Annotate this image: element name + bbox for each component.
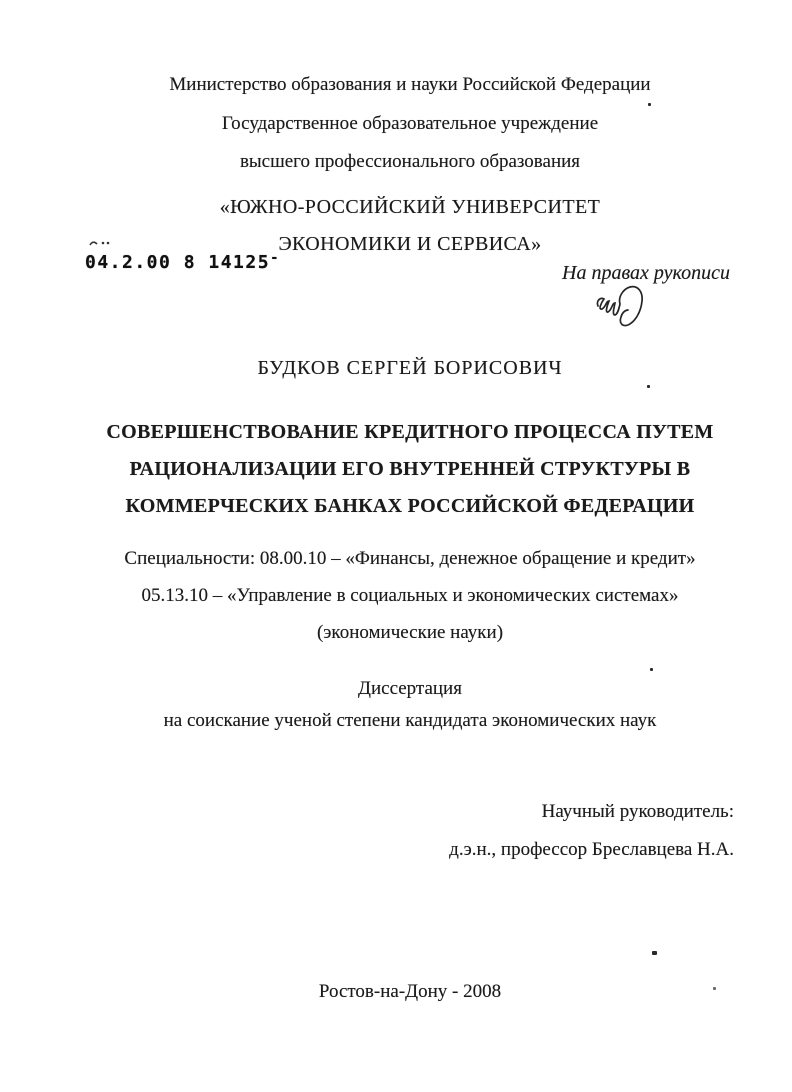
dissertation-title-line-3: КОММЕРЧЕСКИХ БАНКАХ РОССИЙСКОЙ ФЕДЕРАЦИИ [125,495,695,517]
specialty-line-3: (экономические науки) [316,622,504,643]
scan-speck [650,668,653,671]
stamp-dash-mark: - [270,250,279,266]
author-name: БУДКОВ СЕРГЕЙ БОРИСОВИЧ [257,357,563,379]
dissertation-title-line-2: РАЦИОНАЛИЗАЦИИ ЕГО ВНУТРЕННЕЙ СТРУКТУРЫ В [129,458,691,480]
signature-icon [592,284,650,337]
university-name-line-2: ЭКОНОМИКИ И СЕРВИСА» [278,233,542,255]
specialty-line-2: 05.13.10 – «Управление в социальных и экономических системах» [141,585,679,606]
university-name-line-1: «ЮЖНО-РОССИЙСКИЙ УНИВЕРСИТЕТ [219,196,601,218]
ministry-line-3: высшего профессионального образования [239,151,581,172]
city-year: Ростов-на-Дону - 2008 [318,981,502,1002]
specialty-line-1: Специальности: 08.00.10 – «Финансы, денежное обращение и кредит» [124,548,696,569]
scan-speck [647,385,650,388]
manuscript-rights-note: На правах рукописи [562,262,730,284]
dissertation-label: Диссертация [358,678,462,699]
accession-stamp-number [85,250,279,273]
ministry-line-2: Государственное образовательное учреждение [221,113,599,134]
degree-statement: на соискание ученой степени кандидата экономических наук [163,710,657,731]
scan-speck [713,987,716,990]
supervisor-name: д.э.н., профессор Бреславцева Н.А. [449,839,734,860]
supervisor-label: Научный руководитель: [541,801,734,822]
ministry-line-1: Министерство образования и науки Российской Федерации [169,74,651,95]
dissertation-title-line-1: СОВЕРШЕНСТВОВАНИЕ КРЕДИТНОГО ПРОЦЕССА ПУТЕМ [106,421,714,443]
scan-speck [652,951,657,955]
scan-speck [648,103,651,106]
stamp-number-text: 04.2.00 8 14125 [85,252,271,273]
